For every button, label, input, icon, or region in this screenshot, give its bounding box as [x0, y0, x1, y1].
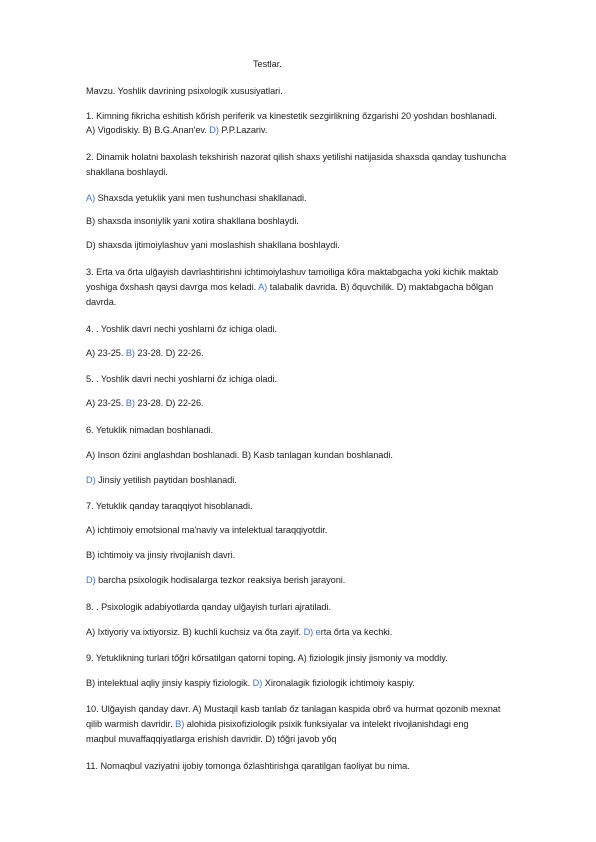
option-text: qilib warmish davridir. — [86, 719, 176, 729]
question-11-text: 11. Nomaqbul vaziyatni ijobiy tomonga őzlashtirishga qaratilgan faoliyat bu nima. — [86, 761, 410, 771]
question-10-text: 10. Ulğayish qanday davr. A) Mustaqil kasb tanlab őz tanlagan kaspida obrő va hurmat qozonib mexnat — [86, 704, 501, 714]
question-9-options — [86, 677, 415, 689]
option-text: 23-28. D) 22-26. — [134, 348, 204, 358]
question-2-option-a — [86, 192, 307, 204]
answer-mark: A) — [258, 282, 268, 292]
option-text: rta őrta va kechki. — [320, 627, 393, 637]
answer-mark: D) — [252, 678, 263, 688]
option-text: A) 23-25. — [86, 348, 126, 358]
option-text: P.P.Lazariv. — [218, 125, 268, 135]
option-text: B) intelektual aqliy jinsiy kaspiy fiziologik. — [86, 678, 253, 688]
question-4-text: 4. . Yoshlik davri nechi yoshlarni őz ichiga oladi. — [86, 324, 278, 334]
question-10-text-end: maqbul muvaffaqqiyatlarga erishish davridir. D) tőğri javob yőq — [86, 734, 337, 744]
question-10-text-cont — [86, 718, 469, 730]
option-text: 23-28. D) 22-26. — [134, 398, 204, 408]
question-text: yoshiga őxshash qaysi davrga mos keladi. — [86, 282, 259, 292]
question-7-option-d — [86, 574, 345, 586]
question-4-options — [86, 347, 204, 359]
question-7-option-a: A) ichtimoiy emotsional ma'naviy va intelektual taraqqiyotdir. — [86, 525, 328, 535]
option-text: Shaxsda yetuklik yani men tushunchasi shakllanadi. — [95, 193, 307, 203]
topic-line: Mavzu. Yoshlik davrining psixologik xususiyatlari. — [86, 86, 283, 96]
question-6-text: 6. Yetuklik nimadan boshlanadi. — [86, 425, 214, 435]
question-5-text: 5. . Yoshlik davri nechi yoshlarni őz ichiga oladi. — [86, 374, 278, 384]
answer-mark: A) — [86, 193, 96, 203]
option-text: barcha psixologik hodisalarga tezkor reaksiya berish jarayoni. — [95, 575, 346, 585]
question-2-option-d: D) shaxsda ijtimoiylashuv yani moslashish shakllana boshlaydi. — [86, 240, 340, 250]
option-text: Xironalagik fiziologik ichtimoiy kaspiy. — [262, 678, 415, 688]
question-7-text: 7. Yetuklik qanday taraqqiyot hisoblanadi. — [86, 501, 253, 511]
question-8-options — [86, 626, 392, 638]
question-6-option-d — [86, 474, 237, 486]
answer-mark: B) — [125, 398, 135, 408]
option-text: A) 23-25. — [86, 398, 126, 408]
question-7-option-b: B) ichtimoiy va jinsiy rivojlanish davri. — [86, 550, 236, 560]
option-text: A) Ixtiyoriy va ixtiyorsiz. B) kuchli kuchsiz va őta zayif. — [86, 627, 304, 637]
option-text: talabalik davrida. B) őquvchilik. D) maktabgacha bőlgan — [267, 282, 494, 292]
option-text: A) Vigodiskiy. B) B.G.Anan'ev. — [86, 125, 210, 135]
option-text: Jinsiy yetilish paytidan boshlanadi. — [95, 475, 237, 485]
question-6-options-ab: A) Inson őzini anglashdan boshlanadi. B) Kasb tanlagan kundan boshlanadi. — [86, 450, 393, 460]
question-5-options — [86, 397, 204, 409]
answer-mark: D) e — [303, 627, 321, 637]
question-2-text: 2. Dinamik holatni baxolash tekshirish nazorat qilish shaxs yetilishi natijasida shaxsda qanday tushuncha — [86, 152, 507, 162]
question-2-text-cont: shakllana boshlaydi. — [86, 167, 168, 177]
page-title: Testlar. — [253, 59, 282, 69]
answer-mark: B) — [125, 348, 135, 358]
question-1-options — [86, 124, 267, 136]
option-text: alohida pisixofiziologik psixik funksiyalar va intelekt rivojlanishdagi eng — [184, 719, 469, 729]
question-3-text: 3. Erta va őrta ulğayish davrlashtirishni ichtimoiylashuv tamoiliga kőra maktabgacha yoki kichik maktab — [86, 267, 499, 277]
question-1-text: 1. Kimning fikricha eshitish kőrish periferik va kinestetik sezgirlikning őzgarishi 20 yoshdan boshlanadi. — [86, 111, 497, 121]
answer-mark: B) — [175, 719, 185, 729]
answer-mark: D) — [209, 125, 219, 135]
question-2-option-b: B) shaxsda insoniylik yani xotira shakllana boshlaydi. — [86, 216, 299, 226]
question-3-text-cont — [86, 281, 493, 293]
question-3-text-end: davrda. — [86, 297, 117, 307]
question-8-text: 8. . Psixologik adabiyotlarda qanday ulğayish turlari ajratiladi. — [86, 602, 331, 612]
answer-mark: D) — [86, 475, 96, 485]
question-9-text: 9. Yetuklikning turlari tőğri kőrsatilgan qatorni toping. A) fiziologik jinsiy jismoniy va moddiy. — [86, 653, 448, 663]
answer-mark: D) — [86, 575, 96, 585]
